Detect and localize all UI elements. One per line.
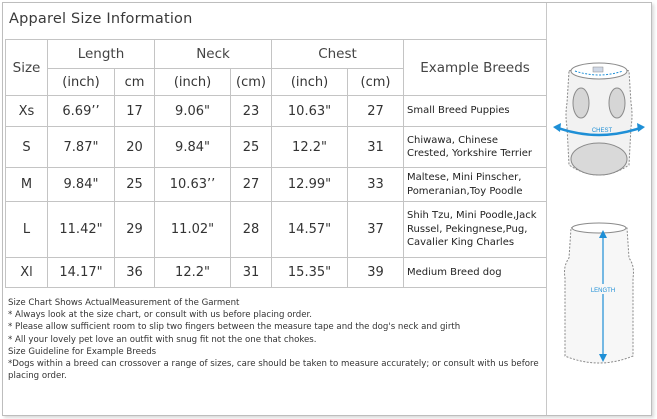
table-row bbox=[6, 258, 547, 288]
garment-back-collar bbox=[572, 223, 626, 233]
table-row bbox=[6, 96, 547, 127]
measurement-diagram-panel bbox=[547, 3, 652, 415]
cell-length-cm: 17 bbox=[115, 96, 155, 127]
cell-neck-cm: 28 bbox=[231, 202, 272, 258]
unit-neck-inch: (inch) bbox=[155, 69, 231, 96]
cell-length-cm: 29 bbox=[115, 202, 155, 258]
breed-line: Cavalier King Charles bbox=[407, 237, 515, 249]
cell-neck-inch: 11.02" bbox=[155, 202, 231, 258]
cell-chest-inch: 15.35" bbox=[272, 258, 348, 288]
cell-chest-inch: 10.63" bbox=[272, 96, 348, 127]
note-heading: Size Guideline for Example Breeds bbox=[8, 346, 157, 357]
cell-size: Xs bbox=[6, 96, 48, 127]
cell-size: S bbox=[6, 127, 48, 168]
unit-length-inch: (inch) bbox=[48, 69, 115, 96]
header-breeds: Example Breeds bbox=[404, 40, 547, 96]
unit-neck-cm: (cm) bbox=[231, 69, 272, 96]
chest-diagram bbox=[547, 53, 652, 193]
chest-arrow-left-icon bbox=[553, 123, 561, 132]
cell-chest-inch: 12.99" bbox=[272, 168, 348, 202]
table-row bbox=[6, 127, 547, 168]
cell-chest-cm: 27 bbox=[348, 96, 404, 127]
breed-line: Medium Breed dog bbox=[407, 266, 502, 278]
cell-length-cm: 25 bbox=[115, 168, 155, 202]
cell-length-inch: 14.17" bbox=[48, 258, 115, 288]
chest-arrow-right-icon bbox=[637, 123, 645, 132]
right-leg-opening bbox=[609, 88, 625, 118]
cell-breeds bbox=[404, 258, 547, 288]
header-length: Length bbox=[48, 40, 155, 69]
cell-length-cm: 20 bbox=[115, 127, 155, 168]
note-line: * Always look at the size chart, or consult with us before placing order. bbox=[8, 310, 312, 321]
cell-neck-inch: 10.63’’ bbox=[155, 168, 231, 202]
size-chart-panel bbox=[3, 3, 547, 415]
page-title: Apparel Size Information bbox=[9, 11, 193, 27]
notes-block bbox=[8, 297, 543, 382]
unit-chest-cm: (cm) bbox=[348, 69, 404, 96]
length-label: LENGTH bbox=[590, 288, 616, 294]
cell-length-cm: 36 bbox=[115, 258, 155, 288]
garment-bottom-opening bbox=[571, 143, 627, 175]
cell-neck-inch: 9.84" bbox=[155, 127, 231, 168]
cell-breeds bbox=[404, 202, 547, 258]
cell-size: M bbox=[6, 168, 48, 202]
cell-neck-inch: 9.06" bbox=[155, 96, 231, 127]
cell-length-inch: 11.42" bbox=[48, 202, 115, 258]
cell-neck-cm: 23 bbox=[231, 96, 272, 127]
table-header-row bbox=[6, 40, 547, 69]
note-line: *Dogs within a breed can crossover a range of sizes, care should be taken to measure accurately; or consult with us before placing order. bbox=[8, 359, 539, 382]
note-line: * All your lovely pet love an outfit with snug fit not the one that chokes. bbox=[8, 334, 317, 345]
note-line: * Please allow sufficient room to slip two fingers between the measure tape and the dog's neck and girth bbox=[8, 322, 461, 333]
breed-line: Maltese, Mini Pinscher, bbox=[407, 172, 522, 183]
length-diagram bbox=[547, 218, 652, 378]
unit-length-cm: cm bbox=[115, 69, 155, 96]
cell-chest-inch: 14.57" bbox=[272, 202, 348, 258]
cell-neck-cm: 27 bbox=[231, 168, 272, 202]
cell-neck-cm: 31 bbox=[231, 258, 272, 288]
cell-neck-inch: 12.2" bbox=[155, 258, 231, 288]
note-heading: Size Chart Shows ActualMeasurement of the Garment bbox=[8, 298, 240, 308]
breed-line: Shih Tzu, Mini Poodle,Jack bbox=[407, 210, 537, 222]
unit-chest-inch: (inch) bbox=[272, 69, 348, 96]
cell-chest-cm: 33 bbox=[348, 168, 404, 202]
chest-label: CHEST bbox=[591, 128, 613, 134]
cell-length-inch: 6.69’’ bbox=[48, 96, 115, 127]
cell-size: Xl bbox=[6, 258, 48, 288]
cell-breeds bbox=[404, 127, 547, 168]
table-row bbox=[6, 168, 547, 202]
cell-chest-cm: 31 bbox=[348, 127, 404, 168]
breed-line: Pomeranian,Toy Poodle bbox=[407, 185, 523, 197]
cell-neck-cm: 25 bbox=[231, 127, 272, 168]
cell-chest-cm: 39 bbox=[348, 258, 404, 288]
cell-length-inch: 7.87" bbox=[48, 127, 115, 168]
cell-breeds bbox=[404, 168, 547, 202]
size-table bbox=[5, 39, 547, 288]
breed-line: Chiwawa, Chinese bbox=[407, 134, 499, 146]
cell-chest-cm: 37 bbox=[348, 202, 404, 258]
cell-length-inch: 9.84" bbox=[48, 168, 115, 202]
header-size: Size bbox=[6, 40, 48, 96]
breed-line: Crested, Yorkshire Terrier bbox=[407, 148, 533, 159]
left-leg-opening bbox=[573, 88, 589, 118]
cell-chest-inch: 12.2" bbox=[272, 127, 348, 168]
garment-tag bbox=[593, 67, 603, 72]
table-row bbox=[6, 202, 547, 258]
size-chart-frame bbox=[2, 2, 652, 416]
breed-line: Russel, Pekingnese,Pug, bbox=[407, 223, 528, 235]
cell-breeds bbox=[404, 96, 547, 127]
breed-line: Small Breed Puppies bbox=[407, 105, 510, 117]
cell-size: L bbox=[6, 202, 48, 258]
header-chest: Chest bbox=[272, 40, 404, 69]
header-neck: Neck bbox=[155, 40, 272, 69]
